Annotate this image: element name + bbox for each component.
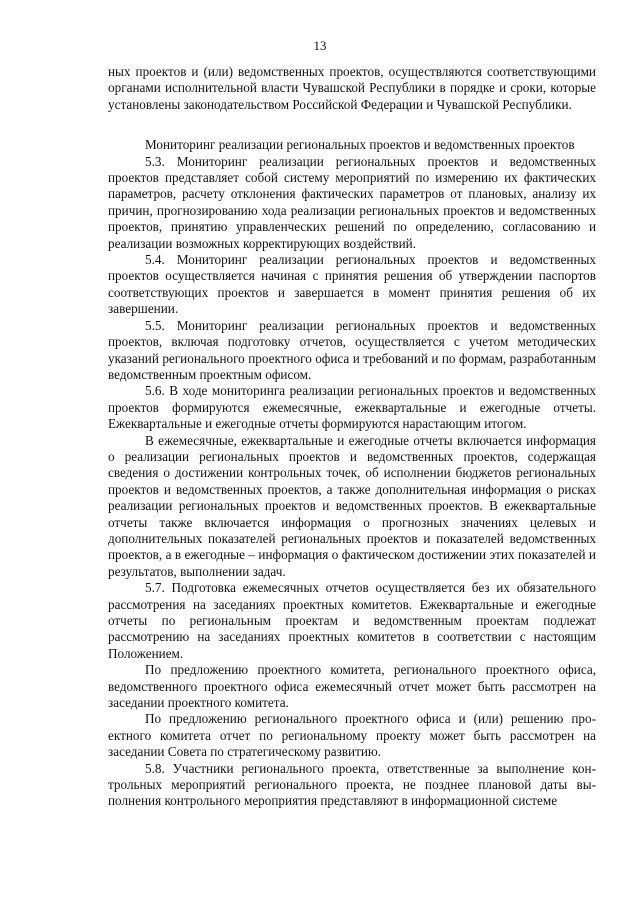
section-spacer xyxy=(108,113,596,137)
paragraph-report-contents: В ежемесячные, ежеквартальные и ежегодные отчеты включается информация о реализации региональных проектов и ведомственных проектов, содержащая сведения о достижении контрольных точек, об исполнении бюджетов региональных проектов и ведомственных проектов, а также дополнительная информация о рисках реализации региональных проектов и ведомственных проектов. В ежеквартальные отчеты также включается информация о прогнозных значениях целевых и дополнительных показателей региональных проектов и показателей ведомственных проектов, а в ежегодные – информация о фактическом достижении этих показателей и результатов, выполнении задач. xyxy=(108,432,596,579)
paragraph-monthly-review: По предложению проектного комитета, регионального проектного офиса, ведомственного проектного офиса ежемесячный отчет может быть рассмотрен на заседании проектного комитета. xyxy=(108,662,596,711)
paragraph-5-6: 5.6. В ходе мониторинга реализации региональных проектов и ведомственных проектов формируются ежемесячные, ежеквартальные и ежегодные отчеты. Ежеквартальные и ежегодные отчеты формируются нарастающим итогом. xyxy=(108,383,596,432)
page-number: 13 xyxy=(313,38,327,53)
paragraph-5-7: 5.7. Подготовка ежемесячных отчетов осуществляется без их обязательного рассмотрения на заседаниях проектных комитетов. Ежеквартальные и ежегодные отчеты по региональным проектам и ведомственным проектам подлежат рассмотрению на заседаниях проектных комитетов в соответствии с настоящим Положением. xyxy=(108,580,596,661)
paragraph-5-8: 5.8. Участники регионального проекта, ответственные за выполнение контрольных мероприятий регионального проекта, не позднее плановой даты выполнения контрольного мероприятия представляют в информационной системе xyxy=(108,760,596,809)
document-body xyxy=(108,64,596,810)
paragraph-5-3: 5.3. Мониторинг реализации региональных проектов и ведомственных проектов представляет собой систему мероприятий по измерению их фактических параметров, расчету отклонения фактических параметров от плановых, анализу их причин, прогнозированию хода реализации региональных проектов и ведомственных проектов, принятию управленческих решений по определению, согласованию и реализации возможных корректирующих воздействий. xyxy=(108,153,596,251)
paragraph-continuation: ных проектов и (или) ведомственных проектов, осуществляются соответствующими органами исполнительной власти Чувашской Республики в порядке и сроки, которые установлены законодательством Российской Федерации и Чувашской Республики. xyxy=(108,64,596,112)
paragraph-council-review: По предложению регионального проектного офиса и (или) решению проектного комитета отчет по региональному проекту может быть рассмотрен на заседании Совета по стратегическому развитию. xyxy=(108,711,596,760)
section-heading: Мониторинг реализации региональных проектов и ведомственных проектов xyxy=(145,137,575,153)
paragraph-5-4: 5.4. Мониторинг реализации региональных проектов и ведомственных проектов осуществляется начиная с принятия решения об утверждении паспортов соответствующих проектов и завершается в момент принятия решения об их завершении. xyxy=(108,252,596,317)
paragraph-5-5: 5.5. Мониторинг реализации региональных проектов и ведомственных проектов, включая подготовку отчетов, осуществляется с учетом методических указаний регионального проектного офиса и требований и по формам, разработанным ведомственным проектным офисом. xyxy=(108,317,596,382)
